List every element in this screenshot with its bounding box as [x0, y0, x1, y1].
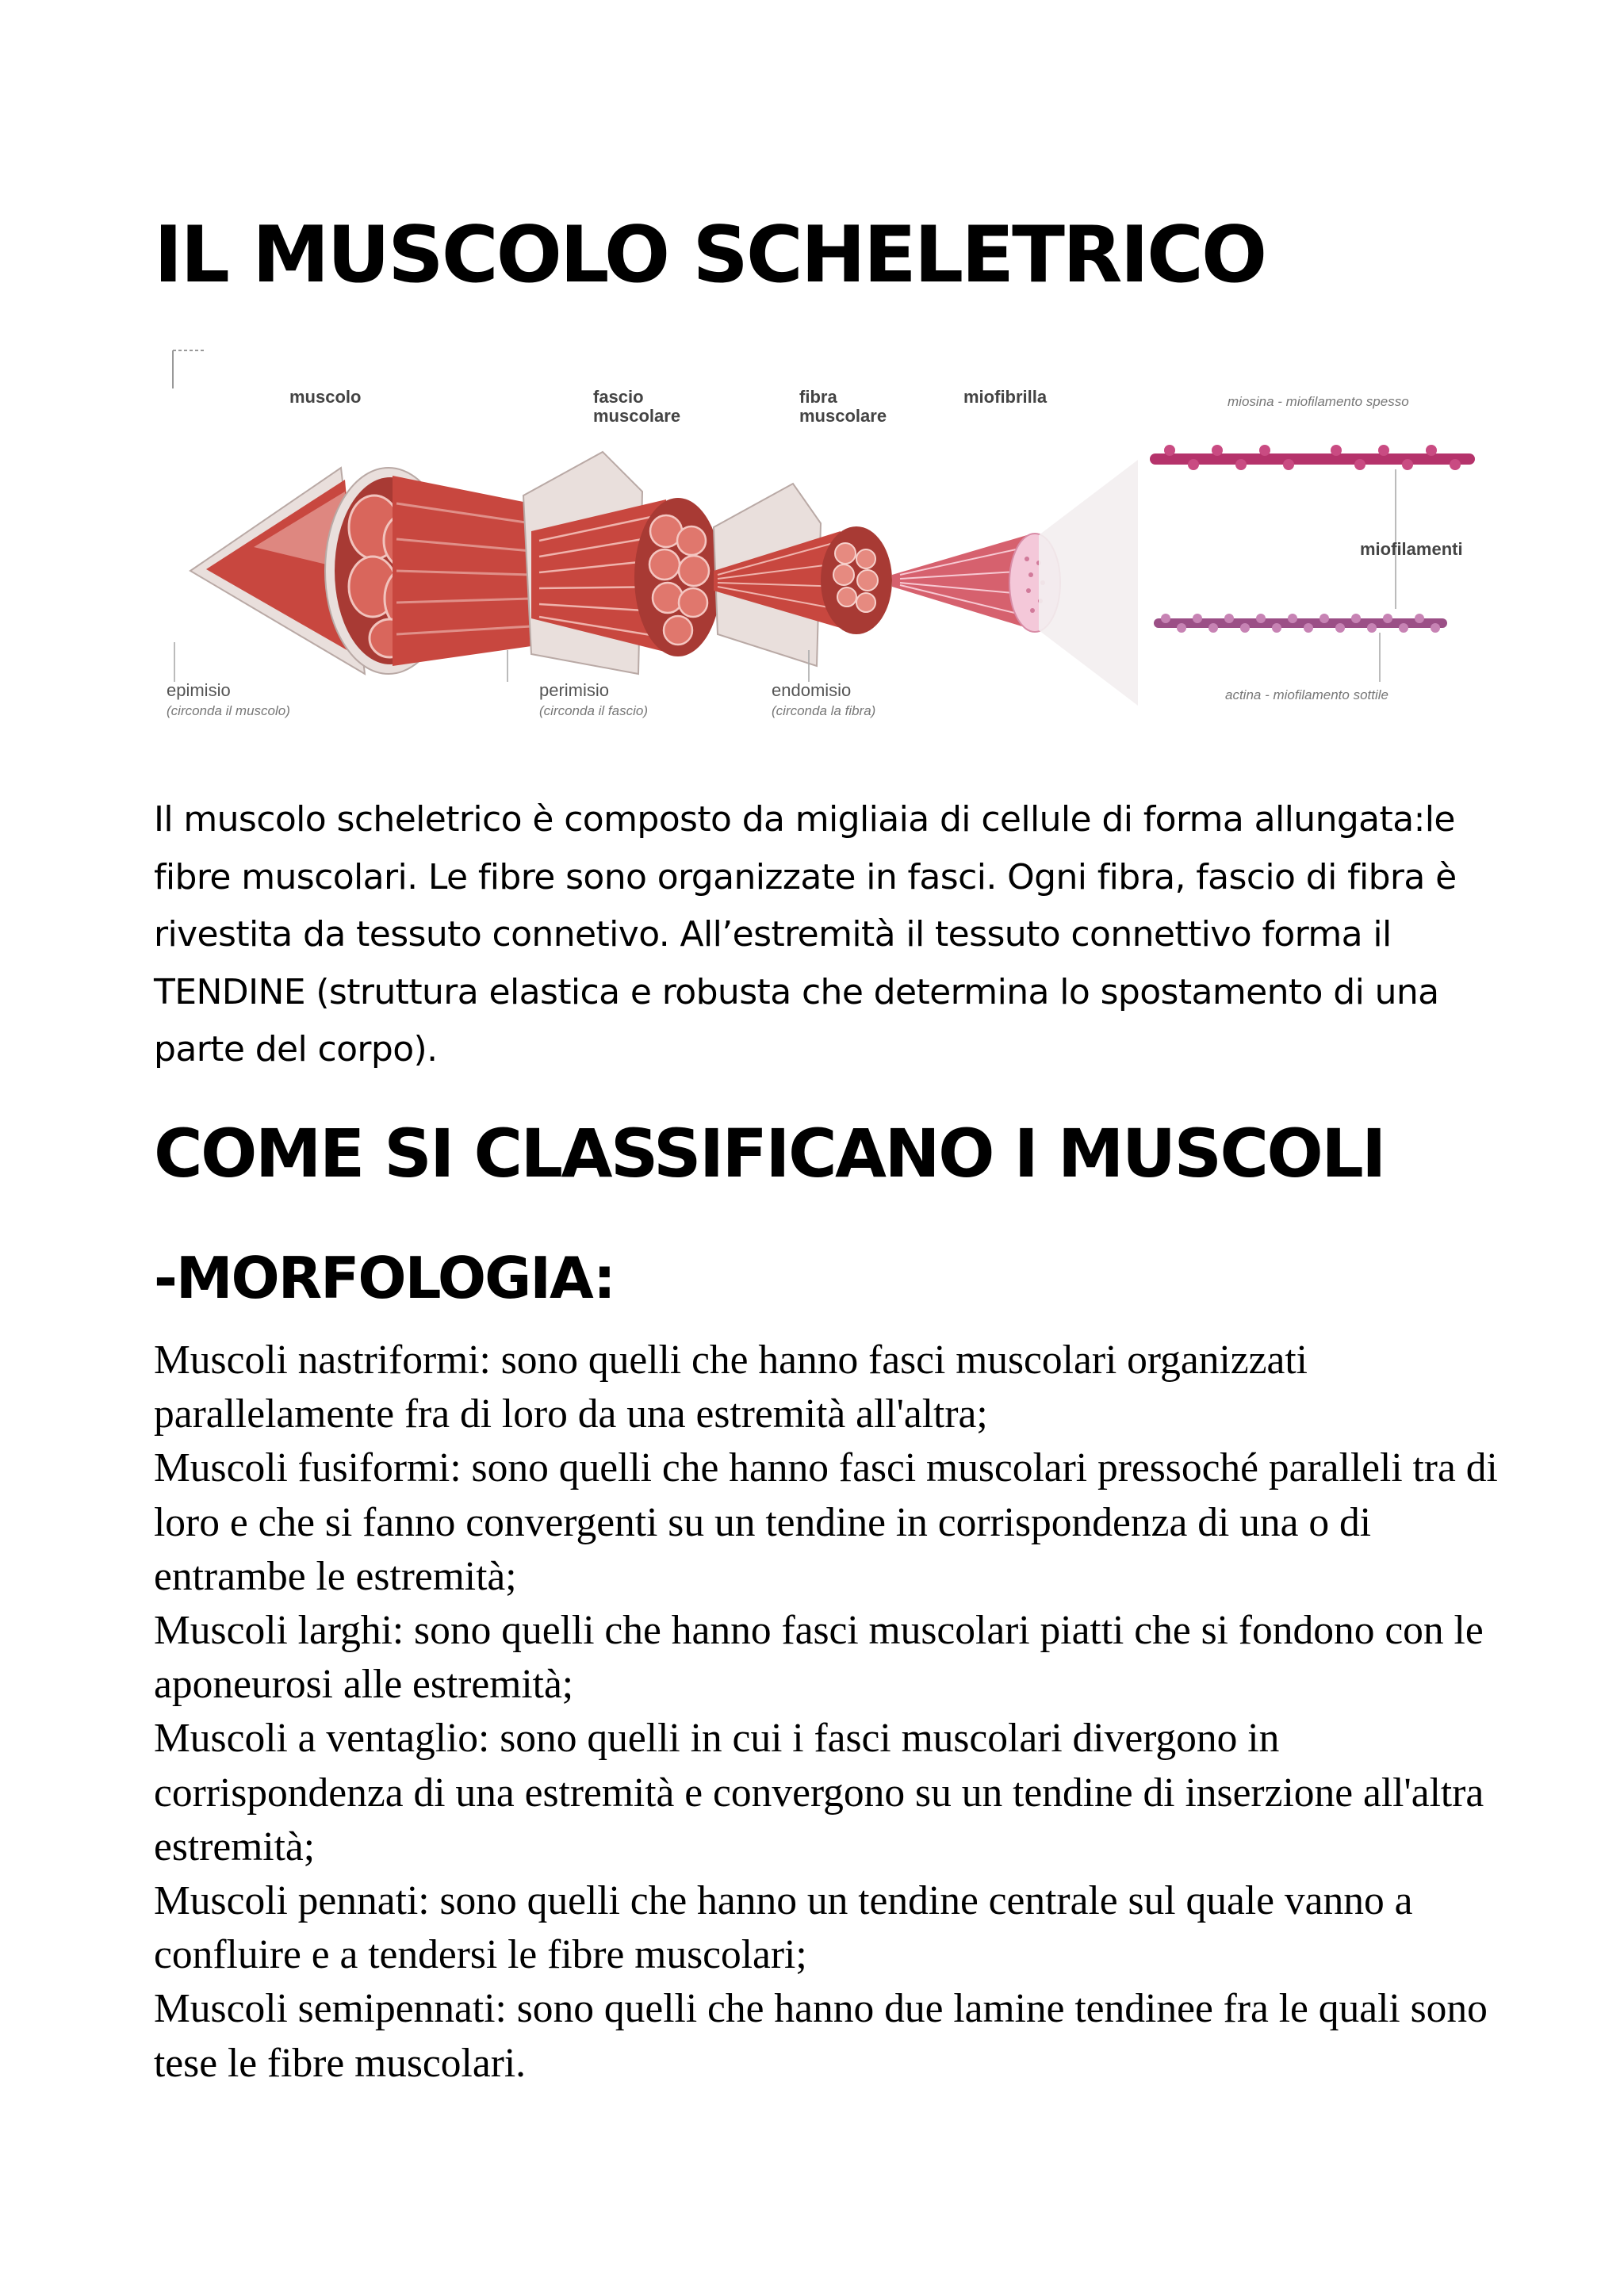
label-endomisio-sub: (circonda la fibra)	[772, 703, 876, 718]
list-item: Muscoli larghi: sono quelli che hanno fasci muscolari piatti che si fondono con le aponeurosi alle estremità;	[154, 1608, 1484, 1708]
label-endomisio: endomisio	[772, 680, 852, 700]
label-miofibrilla: miofibrilla	[963, 387, 1048, 407]
muscle-diagram	[159, 333, 1522, 745]
label-epimisio-sub: (circonda il muscolo)	[167, 703, 290, 718]
label-fascio-1: fascio	[593, 387, 644, 407]
list-item: Muscoli a ventaglio: sono quelli in cui i fasci muscolari divergono in corrispondenza di una estremità e convergono su un tendine di inserzione all'altra estremità;	[154, 1716, 1484, 1869]
label-perimisio-sub: (circonda il fascio)	[539, 703, 648, 718]
label-fascio-2: muscolare	[593, 406, 681, 426]
muscle-structure-figure	[159, 333, 1522, 745]
label-fibra-2: muscolare	[799, 406, 887, 426]
actin-filament	[1154, 614, 1447, 633]
corner-mark	[173, 350, 205, 388]
list-item: Muscoli semipennati: sono quelli che hanno due lamine tendinee fra le quali sono tese le fibre muscolari.	[154, 1986, 1488, 2086]
label-fibra-1: fibra	[799, 387, 837, 407]
muscle-types-list	[154, 1334, 1502, 2091]
page-title: IL MUSCOLO SCHELETRICO	[154, 210, 1266, 300]
myosin-filament	[1150, 445, 1475, 470]
label-miofilamenti: miofilamenti	[1360, 539, 1463, 559]
list-item: Muscoli fusiformi: sono quelli che hanno fasci muscolari pressoché paralleli tra di loro e che si fanno convergenti su un tendine in corrispondenza di una o di entrambe le estremità;	[154, 1445, 1498, 1599]
label-muscolo: muscolo	[289, 387, 362, 407]
list-item: Muscoli pennati: sono quelli che hanno un tendine centrale sul quale vanno a confluire e a tendersi le fibre muscolari;	[154, 1878, 1413, 1978]
intro-paragraph: Il muscolo scheletrico è composto da migliaia di cellule di forma allungata:le fibre muscolari. Le fibre sono organizzate in fasci. Ogni fibra, fascio di fibra è rivestita da tessuto connetivo. All’estremità il tessuto connettivo forma il TENDINE (struttura elastica e robusta che determina lo spostamento di una parte del corpo).	[154, 799, 1457, 1070]
label-actina: actina - miofilamento sottile	[1225, 687, 1388, 702]
muscle-illustration	[190, 445, 1475, 706]
label-miosina: miosina - miofilamento spesso	[1228, 394, 1409, 409]
label-perimisio: perimisio	[539, 680, 610, 700]
section-heading: COME SI CLASSIFICANO I MUSCOLI	[154, 1115, 1385, 1192]
subsection-heading: -MORFOLOGIA:	[154, 1245, 615, 1311]
label-epimisio: epimisio	[167, 680, 231, 700]
list-item: Muscoli nastriformi: sono quelli che hanno fasci muscolari organizzati parallelamente fra di loro da una estremità all'altra;	[154, 1337, 1308, 1437]
